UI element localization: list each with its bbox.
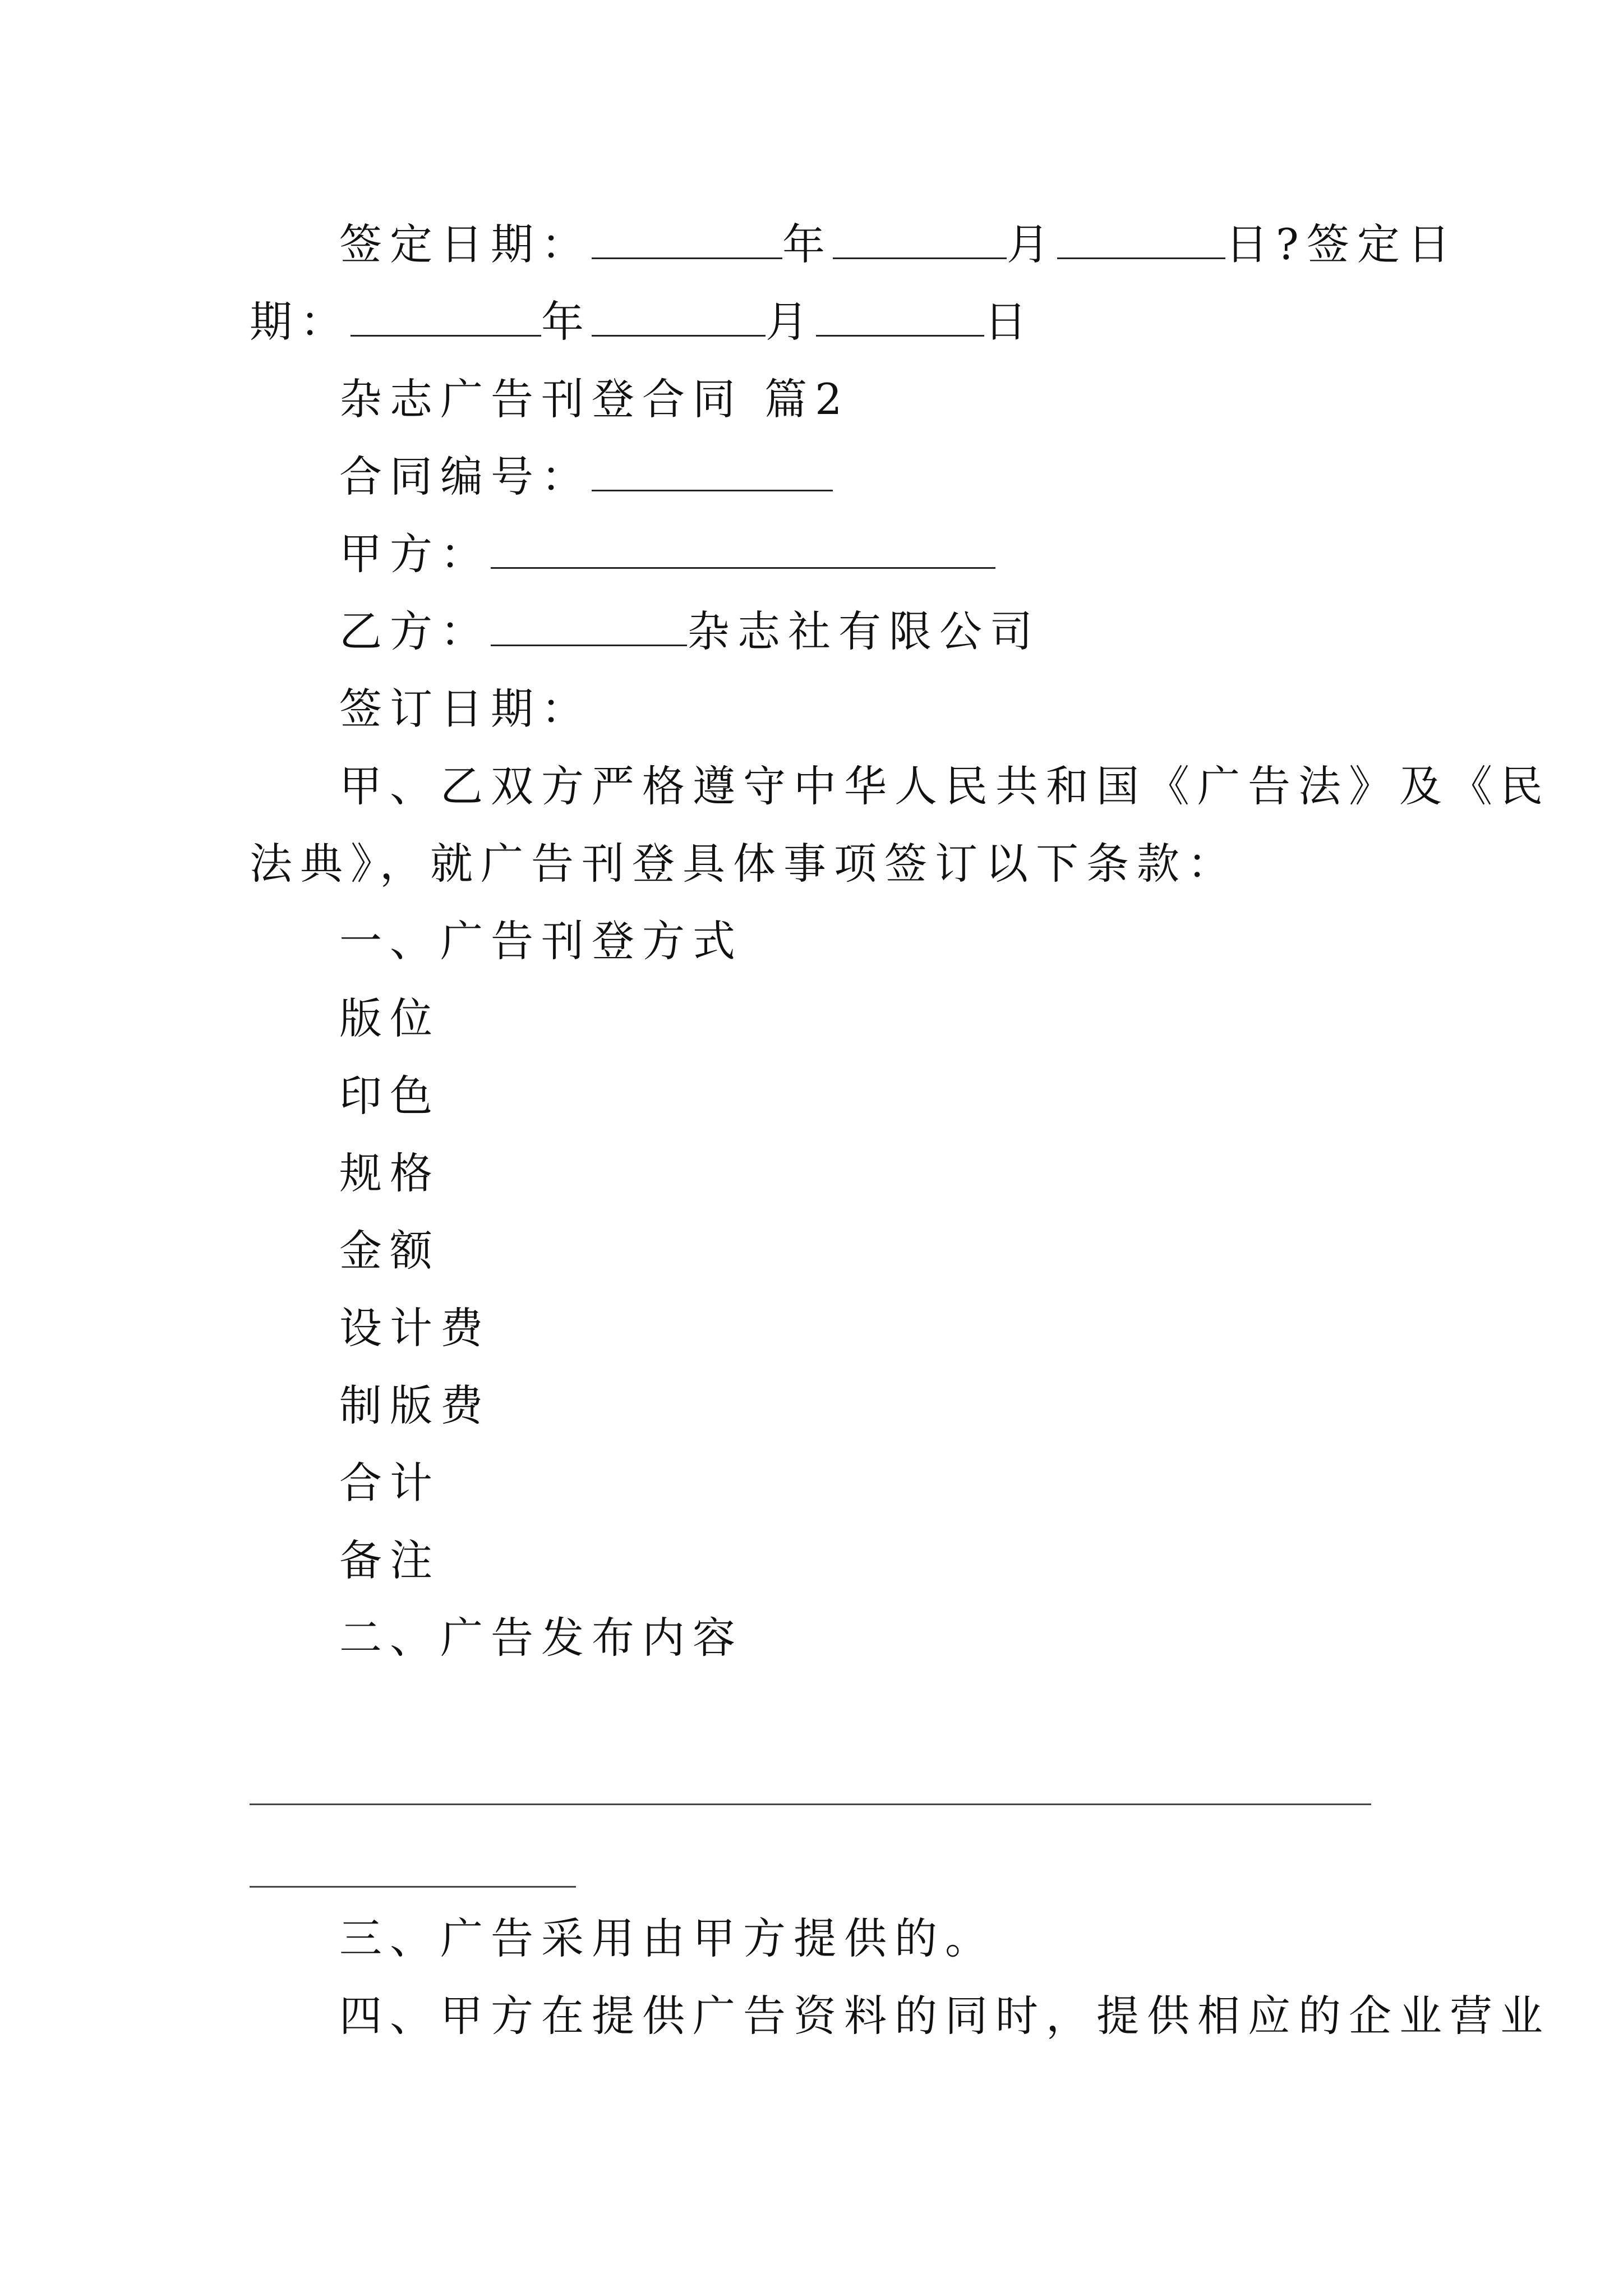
clause-1-item: 制版费 bbox=[339, 1381, 491, 1430]
day-blank bbox=[1057, 223, 1225, 259]
clause-2-title: 二、广告发布内容 bbox=[339, 1613, 743, 1663]
clause-3: 三、广告采用由甲方提供的。 bbox=[339, 1913, 995, 1963]
party-a-line bbox=[339, 526, 995, 582]
month-label: 月 bbox=[1007, 219, 1057, 269]
signing-date-label: 签订日期： bbox=[339, 684, 592, 734]
contract-number-label: 合同编号： bbox=[339, 452, 592, 501]
intro-line-1: 甲、乙双方严格遵守中华人民共和国《广告法》及《民 bbox=[339, 761, 1551, 811]
clause-1-item: 合计 bbox=[339, 1458, 440, 1508]
day-label: 日 bbox=[984, 297, 1035, 347]
year-label: 年 bbox=[782, 219, 833, 269]
clause-1-title: 一、广告刊登方式 bbox=[339, 916, 743, 966]
party-b-label: 乙方： bbox=[339, 606, 491, 656]
sign-date-line-2 bbox=[250, 294, 1035, 350]
party-a-label: 甲方： bbox=[339, 529, 491, 579]
day-blank bbox=[816, 300, 984, 337]
intro-line-2: 法典》，就广告刊登具体事项签订以下条款： bbox=[250, 839, 1238, 889]
party-b-blank bbox=[491, 610, 687, 646]
year-blank bbox=[592, 223, 782, 259]
clause-1-item: 设计费 bbox=[339, 1303, 491, 1353]
section-title: 杂志广告刊登合同 篇2 bbox=[339, 374, 850, 424]
day-tail-text: 日?签定日 bbox=[1225, 219, 1458, 269]
contract-number-line bbox=[339, 449, 833, 505]
party-a-blank bbox=[491, 532, 995, 569]
year-blank bbox=[351, 300, 541, 337]
clause-4: 四、甲方在提供广告资料的同时，提供相应的企业营业 bbox=[339, 1991, 1551, 2041]
sign-date-line-1 bbox=[339, 217, 1458, 273]
content-fill-line-2 bbox=[250, 1886, 576, 1888]
clause-1-item: 备注 bbox=[339, 1535, 440, 1585]
clause-1-item: 金额 bbox=[339, 1226, 440, 1276]
sign-date-label-continued: 期： bbox=[250, 297, 351, 347]
contract-number-blank bbox=[592, 455, 833, 491]
party-b-suffix: 杂志社有限公司 bbox=[687, 606, 1040, 656]
clause-1-item: 印色 bbox=[339, 1071, 440, 1121]
year-label: 年 bbox=[541, 297, 592, 347]
sign-date-label: 签定日期： bbox=[339, 219, 592, 269]
party-b-line bbox=[339, 604, 1040, 660]
clause-1-item: 版位 bbox=[339, 993, 440, 1043]
month-blank bbox=[592, 300, 766, 337]
month-blank bbox=[833, 223, 1007, 259]
clause-1-item: 规格 bbox=[339, 1148, 440, 1198]
month-label: 月 bbox=[766, 297, 816, 347]
content-fill-line-1 bbox=[250, 1803, 1371, 1805]
